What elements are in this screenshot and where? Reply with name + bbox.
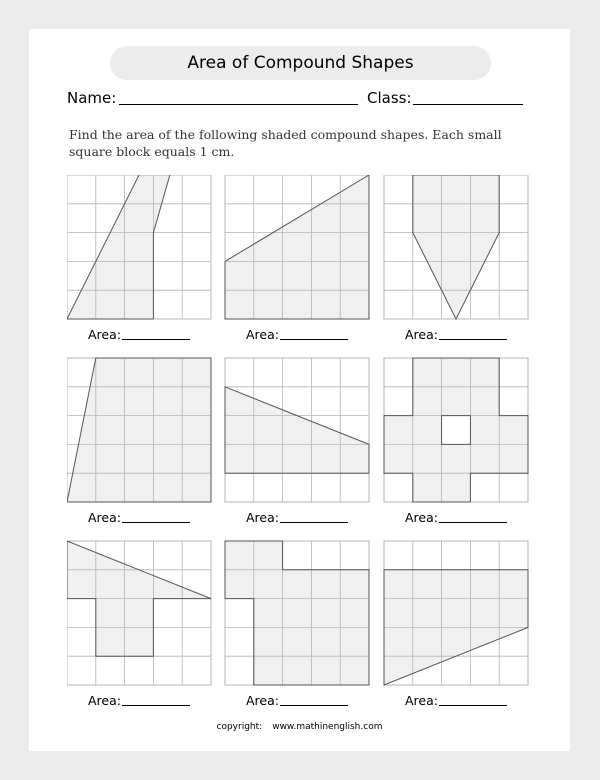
area-answer-field[interactable] [280, 522, 348, 523]
name-label: Name: [67, 89, 117, 107]
problem-9 [384, 541, 528, 685]
problem-5 [225, 358, 369, 502]
area-answer-3 [405, 327, 515, 345]
copyright-url[interactable]: www.mathinenglish.com [272, 722, 383, 732]
worksheet-title: Area of Compound Shapes [110, 46, 491, 80]
problem-4 [67, 358, 211, 502]
area-answer-9 [405, 693, 515, 711]
area-label: Area: [88, 510, 121, 525]
shaded-shape [67, 358, 211, 502]
shaded-shape [225, 175, 369, 319]
area-answer-field[interactable] [122, 705, 190, 706]
area-answer-field[interactable] [122, 339, 190, 340]
shaded-shape [225, 541, 369, 685]
problem-1 [67, 175, 211, 319]
name-field[interactable] [119, 104, 358, 105]
shapes-grid [67, 175, 545, 695]
area-label: Area: [246, 693, 279, 708]
area-answer-1 [88, 327, 198, 345]
problem-7 [67, 541, 211, 685]
area-label: Area: [246, 510, 279, 525]
shaded-shape [413, 175, 499, 319]
area-answer-field[interactable] [280, 339, 348, 340]
area-answer-field[interactable] [439, 705, 507, 706]
area-answer-6 [405, 510, 515, 528]
area-label: Area: [405, 327, 438, 342]
class-field[interactable] [413, 104, 523, 105]
copyright-line [29, 722, 570, 732]
area-label: Area: [88, 693, 121, 708]
problem-8 [225, 541, 369, 685]
area-answer-4 [88, 510, 198, 528]
name-class-row [67, 87, 537, 109]
area-label: Area: [246, 327, 279, 342]
area-answer-field[interactable] [122, 522, 190, 523]
area-label: Area: [88, 327, 121, 342]
area-answer-7 [88, 693, 198, 711]
area-answer-2 [246, 327, 356, 345]
area-answer-field[interactable] [439, 522, 507, 523]
copyright-label: copyright: [216, 722, 263, 732]
shape-hole [442, 416, 471, 445]
problem-3 [384, 175, 528, 319]
shaded-shape [67, 175, 211, 319]
shaded-shape [225, 387, 369, 473]
area-label: Area: [405, 510, 438, 525]
worksheet-page [29, 29, 570, 751]
area-answer-field[interactable] [280, 705, 348, 706]
problem-2 [225, 175, 369, 319]
area-answer-8 [246, 693, 356, 711]
area-answer-5 [246, 510, 356, 528]
instructions-text: Find the area of the following shaded compound shapes. Each small square block equals 1 cm. [69, 127, 502, 159]
problem-6 [384, 358, 528, 502]
class-label: Class: [367, 89, 412, 107]
area-answer-field[interactable] [439, 339, 507, 340]
area-label: Area: [405, 693, 438, 708]
